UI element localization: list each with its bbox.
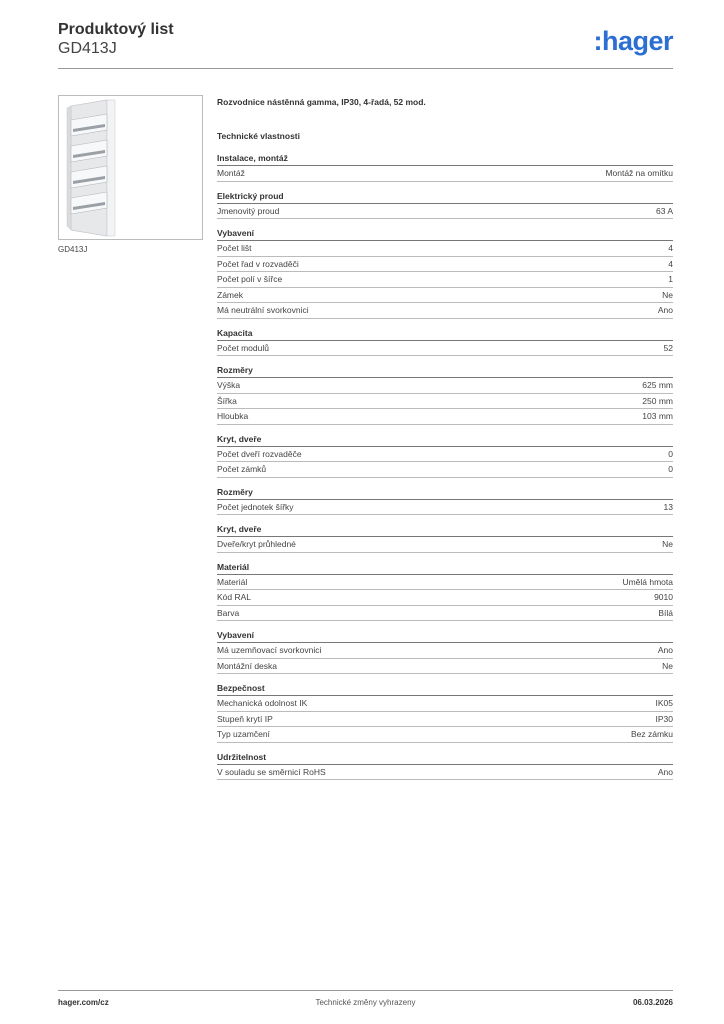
spec-value: Ne xyxy=(662,539,673,549)
spec-row xyxy=(217,643,673,659)
spec-row xyxy=(217,241,673,257)
spec-row xyxy=(217,727,673,743)
spec-row xyxy=(217,166,673,182)
spec-title: Technické vlastnosti xyxy=(217,131,300,141)
spec-label: Šířka xyxy=(217,395,237,406)
spec-label: Stupeň krytí IP xyxy=(217,713,273,724)
spec-label: Počet modulů xyxy=(217,342,269,353)
section-heading: Instalace, montáž xyxy=(217,152,673,166)
spec-section xyxy=(217,486,673,516)
spec-label: Mechanická odolnost IK xyxy=(217,698,308,708)
spec-value: 52 xyxy=(663,342,673,353)
product-title: Rozvodnice nástěnná gamma, IP30, 4-řadá, 52 mod. xyxy=(217,97,426,107)
spec-label: Má neutrální svorkovnici xyxy=(217,305,309,315)
spec-row xyxy=(217,257,673,273)
spec-row xyxy=(217,447,673,463)
spec-label: Má uzemňovací svorkovnici xyxy=(217,645,322,655)
spec-row xyxy=(217,712,673,728)
header-divider xyxy=(58,68,673,69)
spec-label: Dveře/kryt průhledné xyxy=(217,539,296,549)
spec-row xyxy=(217,606,673,622)
spec-value: 0 xyxy=(668,464,673,474)
section-heading: Bezpečnost xyxy=(217,682,673,696)
spec-value: Ne xyxy=(662,289,673,300)
spec-row xyxy=(217,659,673,675)
spec-row xyxy=(217,500,673,516)
spec-row xyxy=(217,575,673,591)
spec-label: Výška xyxy=(217,380,241,390)
spec-row xyxy=(217,378,673,394)
footer-disclaimer: Technické změny vyhrazeny xyxy=(315,998,416,1007)
spec-label: Počet dveří rozvaděče xyxy=(217,448,302,459)
footer-date: 06.03.2026 xyxy=(632,998,673,1007)
spec-value: Ne xyxy=(662,660,673,671)
spec-section xyxy=(217,364,673,425)
spec-label: Počet zámků xyxy=(217,464,267,474)
spec-value: Ano xyxy=(657,645,673,655)
product-code: GD413J xyxy=(58,40,117,57)
spec-value: 9010 xyxy=(654,592,673,602)
spec-value: Ano xyxy=(657,766,673,777)
spec-label: Počet jednotek šířky xyxy=(217,501,294,512)
spec-label: Hloubka xyxy=(217,411,249,421)
spec-label: V souladu se směrnicí RoHS xyxy=(217,766,326,777)
spec-label: Počet řad v rozvaděči xyxy=(217,258,299,269)
section-heading: Vybavení xyxy=(217,227,673,241)
spec-row xyxy=(217,204,673,220)
spec-row xyxy=(217,303,673,319)
spec-section xyxy=(217,327,673,357)
spec-label: Počet lišt xyxy=(217,243,252,253)
spec-section xyxy=(217,433,673,478)
spec-content xyxy=(217,95,673,788)
spec-label: Montážní deska xyxy=(217,660,278,671)
spec-sections xyxy=(217,152,673,780)
spec-row xyxy=(217,288,673,304)
spec-label: Jmenovitý proud xyxy=(217,205,280,216)
spec-label: Materiál xyxy=(217,576,248,587)
spec-section xyxy=(217,561,673,622)
spec-value: IK05 xyxy=(655,698,673,708)
spec-row xyxy=(217,462,673,478)
section-heading: Elektrický proud xyxy=(217,190,673,204)
spec-row xyxy=(217,765,673,781)
section-heading: Udržitelnost xyxy=(217,751,673,765)
section-heading: Rozměry xyxy=(217,364,673,378)
spec-section xyxy=(217,629,673,674)
spec-row xyxy=(217,409,673,425)
spec-row xyxy=(217,537,673,553)
spec-value: 1 xyxy=(668,274,673,284)
page-title: Produktový list xyxy=(58,21,174,38)
spec-section xyxy=(217,152,673,182)
spec-section xyxy=(217,190,673,220)
spec-value: Ano xyxy=(657,305,673,315)
spec-label: Zámek xyxy=(217,289,243,300)
spec-value: Umělá hmota xyxy=(622,576,673,587)
spec-label: Montáž xyxy=(217,168,245,178)
section-heading: Vybavení xyxy=(217,629,673,643)
spec-row xyxy=(217,272,673,288)
spec-label: Barva xyxy=(217,607,240,618)
page-header xyxy=(58,20,673,70)
footer-website[interactable]: hager.com/cz xyxy=(58,998,109,1007)
spec-value: Bez zámku xyxy=(630,729,673,739)
section-heading: Kryt, dveře xyxy=(217,433,673,447)
spec-label: Typ uzamčení xyxy=(217,729,270,739)
spec-row xyxy=(217,394,673,410)
section-heading: Rozměry xyxy=(217,486,673,500)
spec-value: 625 mm xyxy=(642,380,673,390)
spec-value: 4 xyxy=(668,258,673,269)
spec-section xyxy=(217,523,673,553)
distribution-board-illustration xyxy=(59,96,202,239)
spec-value: Bílá xyxy=(658,607,673,618)
footer-divider xyxy=(58,990,673,991)
spec-value: 13 xyxy=(663,501,673,512)
spec-section xyxy=(217,751,673,781)
spec-value: 63 A xyxy=(655,205,673,216)
spec-value: 4 xyxy=(668,243,673,253)
product-image xyxy=(58,95,203,240)
spec-label: Počet polí v šířce xyxy=(217,274,283,284)
spec-value: Montáž na omítku xyxy=(605,168,673,178)
spec-value: 0 xyxy=(668,448,673,459)
spec-value: 103 mm xyxy=(642,411,673,421)
spec-value: 250 mm xyxy=(642,395,673,406)
section-heading: Kryt, dveře xyxy=(217,523,673,537)
image-caption: GD413J xyxy=(58,245,88,254)
spec-section xyxy=(217,227,673,319)
hager-logo: :hager xyxy=(593,26,673,56)
spec-row xyxy=(217,341,673,357)
spec-value: IP30 xyxy=(655,713,673,724)
section-heading: Kapacita xyxy=(217,327,673,341)
spec-section xyxy=(217,682,673,743)
section-heading: Materiál xyxy=(217,561,673,575)
spec-row xyxy=(217,590,673,606)
spec-label: Kód RAL xyxy=(217,592,252,602)
spec-row xyxy=(217,696,673,712)
